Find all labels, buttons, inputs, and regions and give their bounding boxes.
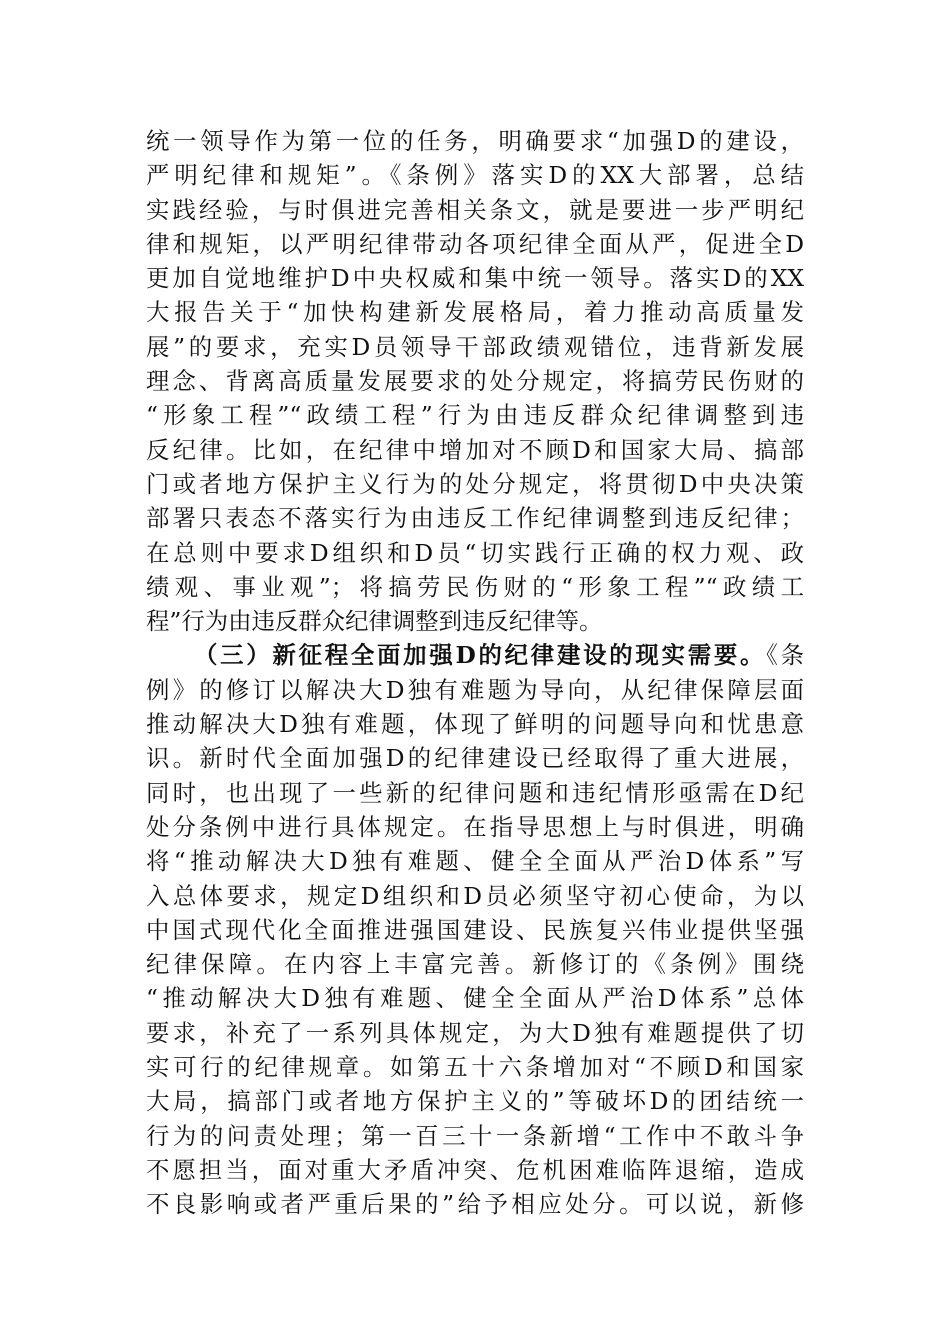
- text-line: 实践经验，与时俱进完善相关条文，就是要进一步严明纪: [146, 195, 804, 224]
- body-text: [146, 124, 804, 1222]
- text-line: 统一领导作为第一位的任务，明确要求“加强D的建设，: [146, 127, 804, 155]
- text-line: 入总体要求，规定D组织和D员必须坚守初心使命，为以: [146, 881, 804, 910]
- text-line: 实可行的纪律规章。如第五十六条增加对“不顾D和国家: [146, 1053, 804, 1082]
- text-line: 反纪律。比如，在纪律中增加对不顾D和国家大局、搞部: [146, 435, 804, 464]
- text-line: 纪律保障。在内容上丰富完善。新修订的《条例》围绕: [146, 950, 804, 979]
- text-line: 推动解决大D独有难题，体现了鲜明的问题导向和忧患意: [146, 710, 804, 739]
- text-line: 门或者地方保护主义行为的处分规定，将贯彻D中央决策: [146, 469, 804, 498]
- text-line: 不愿担当，面对重大矛盾冲突、危机困难临阵退缩，造成: [146, 1155, 804, 1184]
- text-line: 中国式现代化全面推进强国建设、民族复兴伟业提供坚强: [146, 915, 804, 944]
- text-line: 大报告关于“加快构建新发展格局，着力推动高质量发: [146, 298, 804, 327]
- section-heading-line: [146, 638, 804, 672]
- text-line: 部署只表态不落实行为由违反工作纪律调整到违反纪律；: [146, 504, 804, 533]
- text-line: 行为的问责处理；第一百三十一条新增“工作中不敢斗争: [146, 1121, 804, 1150]
- text-line: 展”的要求，充实D员领导干部政绩观错位，违背新发展: [146, 332, 804, 361]
- paragraph-2: [146, 638, 804, 1221]
- text-line: 程”行为由违反群众纪律调整到违反纪律等。: [146, 607, 603, 636]
- text-line: 处分条例中进行具体规定。在指导思想上与时俱进，明确: [146, 812, 804, 841]
- section-heading: （三）新征程全面加强D的纪律建设的现实需要。: [194, 641, 767, 670]
- text-line: “形象工程”“政绩工程”行为由违反群众纪律调整到违: [146, 401, 804, 430]
- text-line: 理念、背离高质量发展要求的处分规定，将搞劳民伤财的: [146, 367, 804, 396]
- text-line: 同时，也出现了一些新的纪律问题和违纪情形亟需在D纪: [146, 778, 804, 807]
- text-line: 律和规矩，以严明纪律带动各项纪律全面从严，促进全D: [146, 229, 804, 258]
- text-line: 在总则中要求D组织和D员“切实践行正确的权力观、政: [146, 538, 804, 567]
- text-line: 更加自觉地维护D中央权威和集中统一领导。落实D的XX: [146, 264, 804, 293]
- text-line: 要求，补充了一系列具体规定，为大D独有难题提供了切: [146, 1018, 804, 1047]
- text-line: 不良影响或者严重后果的”给予相应处分。可以说，新修: [146, 1190, 804, 1219]
- text-span: 《条: [766, 641, 804, 670]
- text-line: 严明纪律和规矩”。《条例》落实D的XX大部署，总结: [146, 161, 804, 190]
- text-line: 将“推动解决大D独有难题、健全全面从严治D体系”写: [146, 847, 804, 876]
- text-line: “推动解决大D独有难题、健全全面从严治D体系”总体: [146, 984, 804, 1013]
- text-line: 绩观、事业观”；将搞劳民伤财的“形象工程”“政绩工: [146, 572, 804, 601]
- text-line: 大局，搞部门或者地方保护主义的”等破坏D的团结统一: [146, 1087, 804, 1116]
- text-line: 例》的修订以解决大D独有难题为导向，从纪律保障层面: [146, 675, 804, 704]
- paragraph-1: [146, 124, 804, 638]
- text-line: 识。新时代全面加强D的纪律建设已经取得了重大进展，: [146, 744, 804, 773]
